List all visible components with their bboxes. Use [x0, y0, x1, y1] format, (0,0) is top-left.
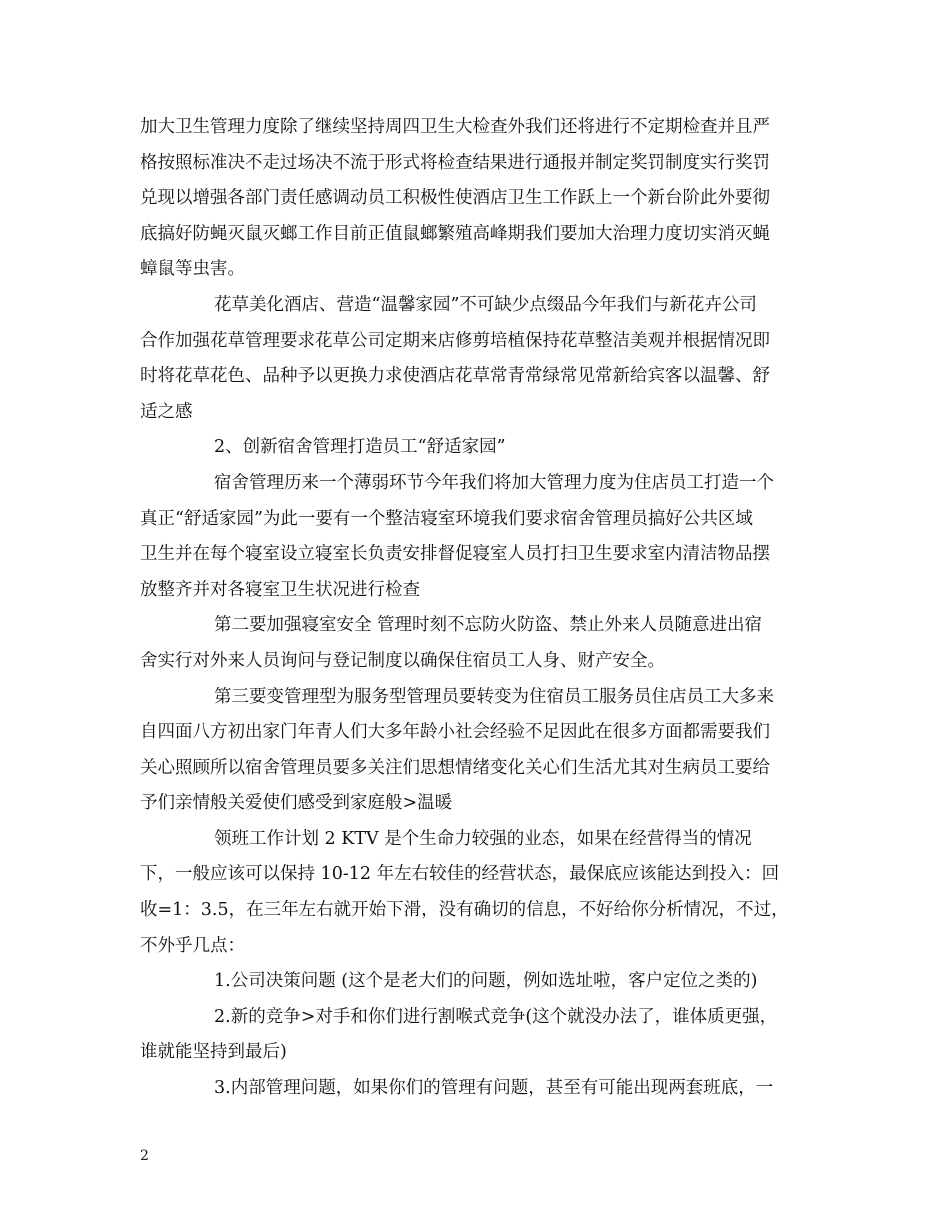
text-line: 谁就能坚持到最后) [140, 1042, 287, 1063]
text-line: 3.内部管理问题，如果你们的管理有问题，甚至有可能出现两套班底，一 [214, 1078, 774, 1099]
text-line: 2.新的竞争>对手和你们进行割喉式竞争(这个就没办法了，谁体质更强， [214, 1006, 778, 1027]
text-line: 真正“舒适家园”为此一要有一个整洁寝室环境我们要求宿舍管理员搞好公共区域 [140, 508, 753, 529]
text-line: 舍实行对外来人员询问与登记制度以确保住宿员工人身、财产安全。 [140, 650, 665, 671]
text-line: 蟑鼠等虫害。 [140, 259, 245, 280]
text-line: 收=1：3.5，在三年左右就开始下滑，没有确切的信息，不好给你分析情况，不过， [140, 900, 789, 921]
text-line: 时将花草花色、品种予以更换力求使酒店花草常青常绿常见常新给宾客以温馨、舒 [140, 366, 770, 387]
text-line: 1.公司决策问题 (这个是老大们的问题，例如选址啦，客户定位之类的) [214, 971, 758, 992]
text-line: 适之感 [140, 401, 193, 422]
text-line: 第三要变管理型为服务型管理员要转变为住宿员工服务员住店员工大多来 [214, 686, 774, 707]
page-number: 2 [140, 1148, 149, 1164]
text-line: 不外乎几点： [140, 935, 245, 956]
text-line: 自四面八方初出家门年青人们大多年龄小社会经验不足因此在很多方面都需要我们 [140, 722, 770, 743]
text-line: 予们亲情般关爱使们感受到家庭般>温暖 [140, 793, 453, 814]
text-line: 卫生并在每个寝室设立寝室长负责安排督促寝室人员打扫卫生要求室内清洁物品摆 [140, 544, 770, 565]
text-line: 2、创新宿舍管理打造员工“舒适家园” [214, 437, 506, 458]
text-line: 第二要加强寝室安全 管理时刻不忘防火防盗、禁止外来人员随意进出宿 [214, 615, 763, 636]
document-body [140, 110, 810, 1107]
text-line: 格按照标准决不走过场决不流于形式将检查结果进行通报并制定奖罚制度实行奖罚 [140, 152, 770, 173]
text-line: 花草美化酒店、营造“温馨家园”不可缺少点缀品今年我们与新花卉公司 [214, 294, 757, 315]
text-line: 关心照顾所以宿舍管理员要多关注们思想情绪变化关心们生活尤其对生病员工要给 [140, 757, 770, 778]
text-line: 合作加强花草管理要求花草公司定期来店修剪培植保持花草整洁美观并根据情况即 [140, 330, 770, 351]
text-line: 宿舍管理历来一个薄弱环节今年我们将加大管理力度为住店员工打造一个 [214, 472, 774, 493]
text-line: 底搞好防蝇灭鼠灭螂工作目前正值鼠螂繁殖高峰期我们要加大治理力度切实消灭蝇 [140, 223, 770, 244]
text-line: 兑现以增强各部门责任感调动员工积极性使酒店卫生工作跃上一个新台阶此外要彻 [140, 188, 770, 209]
text-line: 加大卫生管理力度除了继续坚持周四卫生大检查外我们还将进行不定期检查并且严 [140, 117, 770, 137]
text-line: 下，一般应该可以保持 10-12 年左右较佳的经营状态，最保底应该能达到投入：回 [140, 864, 780, 885]
text-line: 放整齐并对各寝室卫生状况进行检查 [140, 579, 420, 600]
text-line: 领班工作计划 2 KTV 是个生命力较强的业态，如果在经营得当的情况 [214, 828, 752, 849]
